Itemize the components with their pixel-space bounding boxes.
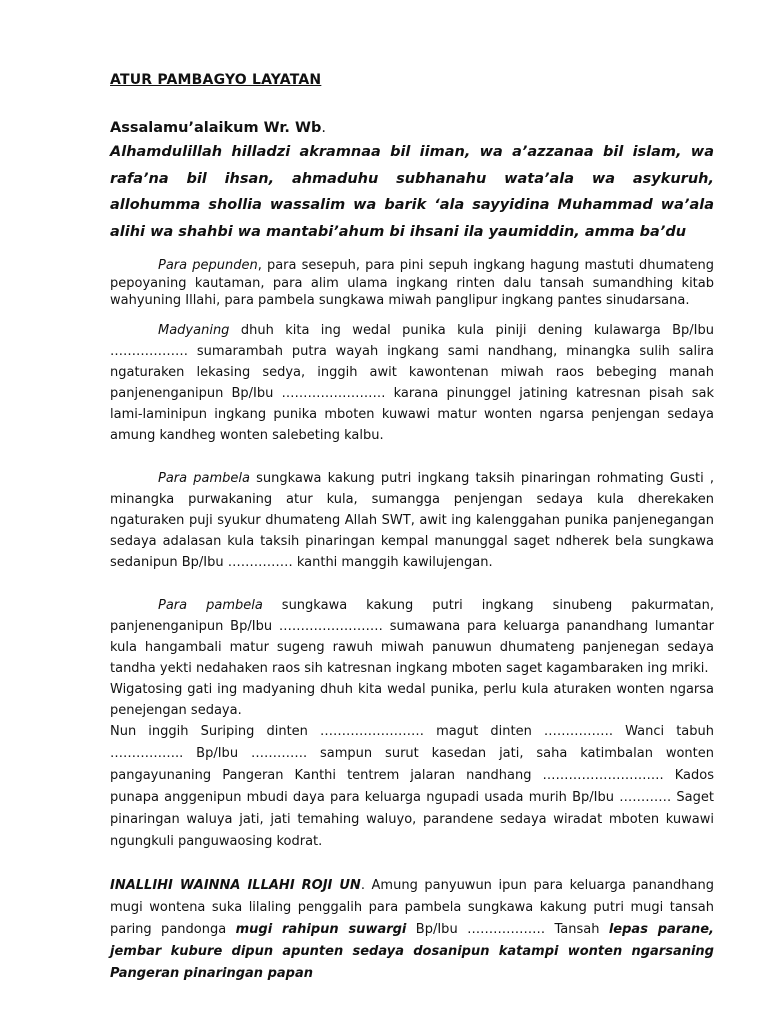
greeting-text: Assalamu’alaikum Wr. Wb	[110, 120, 322, 136]
paragraph-body: sungkawa kakung putri ingkang sinubeng pakurmatan, panjenenganipun Bp/Ibu …………………… sumawana para keluarga panandhang lumantar kula hangambali matur sugeng rawuh miwah panuwun dhumateng panjenegan sedaya tandha yekti nedahaken raos sih katresnan ingkang mboten saget kagambaraken ing mriki.	[110, 597, 714, 676]
paragraph-lead: Para pambela	[158, 470, 250, 486]
paragraph-lead: Para pambela	[158, 597, 263, 613]
paragraph-para-pambela-1	[110, 468, 714, 573]
paragraph-body: sungkawa kakung putri ingkang taksih pinaringan rohmating Gusti , minangka purwakaning atur kula, sumangga penjengan sedaya kula dherekaken ngaturaken puji syukur dhumateng Allah SWT, awit ing kalenggahan punika panjenegangan sedaya adalasan kula taksih pinaringan kempal manunggal saget ndherek bela sungkawa sedanipun Bp/Ibu …………… kanthi manggih kawilujengan.	[110, 470, 714, 570]
paragraph-suriping: Nun inggih Suriping dinten …………………… magut dinten ……………. Wanci tabuh …………….. Bp/Ibu …………. sampun surut kasedan jati, saha katimbalan wonten pangayunaning Pangeran Kanthi tentrem jalaran nandhang ………………………. Kados punapa anggenipun mbudi daya para keluarga ngupadi usada murih Bp/Ibu ………… Saget pinaringan waluya jati, jati temahing waluyo, parandene sedaya wiradat mboten kuwawi ngungkuli panguwaosing kodrat.	[110, 723, 714, 849]
paragraph-para-pambela-2	[110, 595, 714, 679]
document-title: ATUR PAMBAGYO LAYATAN	[110, 72, 322, 88]
greeting	[110, 117, 714, 139]
paragraph-lead: INALLIHI WAINNA ILLAHI ROJI UN	[110, 877, 361, 893]
paragraph-emphasis: mugi rahipun suwargi	[235, 921, 407, 937]
paragraph-para-pepunden	[110, 257, 714, 310]
paragraph-madyaning	[110, 320, 714, 446]
paragraph-lead: Para pepunden	[158, 258, 258, 273]
opening-prayer: Alhamdulillah hilladzi akramnaa bil iiman, wa a’azzanaa bil islam, wa rafa’na bil ihsan, ahmaduhu subhanahu wata’ala wa asykuruh, allohumma shollia wassalim wa barik ‘ala sayyidina Muhammad wa’ala alihi wa shahbi wa mantabi’ahum bi ihsani ila yaumiddin, amma ba’du	[110, 144, 714, 240]
paragraph-wigatosing: Wigatosing gati ing madyaning dhuh kita wedal punika, perlu kula aturaken wonten ngarsa penejengan sedaya.	[110, 681, 714, 718]
paragraph-inallihi	[110, 875, 714, 985]
greeting-period: .	[321, 120, 326, 136]
paragraph-emphasis-2: lepas parane, jembar kubure dipun apunten sedaya dosanipun katampi wonten ngarsaning Pangeran pinaringan papan	[110, 921, 714, 981]
paragraph-lead: Madyaning	[158, 322, 230, 338]
paragraph-body: dhuh kita ing wedal punika kula piniji dening kulawarga Bp/Ibu ……………… sumarambah putra wayah ingkang sami nandhang, minangka sulih salira ngaturaken lekasing sedya, inggih awit kawontenan miwah raos bebeging manah panjenenganipun Bp/Ibu …………………… karana pinunggel jatining katresnan pisah sak lami-laminipun ingkang punika mboten kuwawi matur wonten ngarsa penjengan sedaya amung kandheg wonten salebeting kalbu.	[110, 322, 714, 443]
paragraph-body: . Amung panyuwun ipun para keluarga panandhang mugi wontena suka lilaling penggalih para pambela sungkawa kakung putri mugi tansah paring pandonga	[110, 877, 715, 937]
document-page	[110, 70, 714, 985]
paragraph-body-cont: Bp/Ibu ……………… Tansah	[406, 921, 609, 937]
paragraph-body: , para sesepuh, para pini sepuh ingkang hagung mastuti dhumateng pepoyaning kautaman, para alim ulama ingkang rinten dalu tansah sumandhing kitab wahyuning Illahi, para pambela sungkawa miwah panglipur ingkang pantes sinudarsana.	[110, 258, 714, 308]
